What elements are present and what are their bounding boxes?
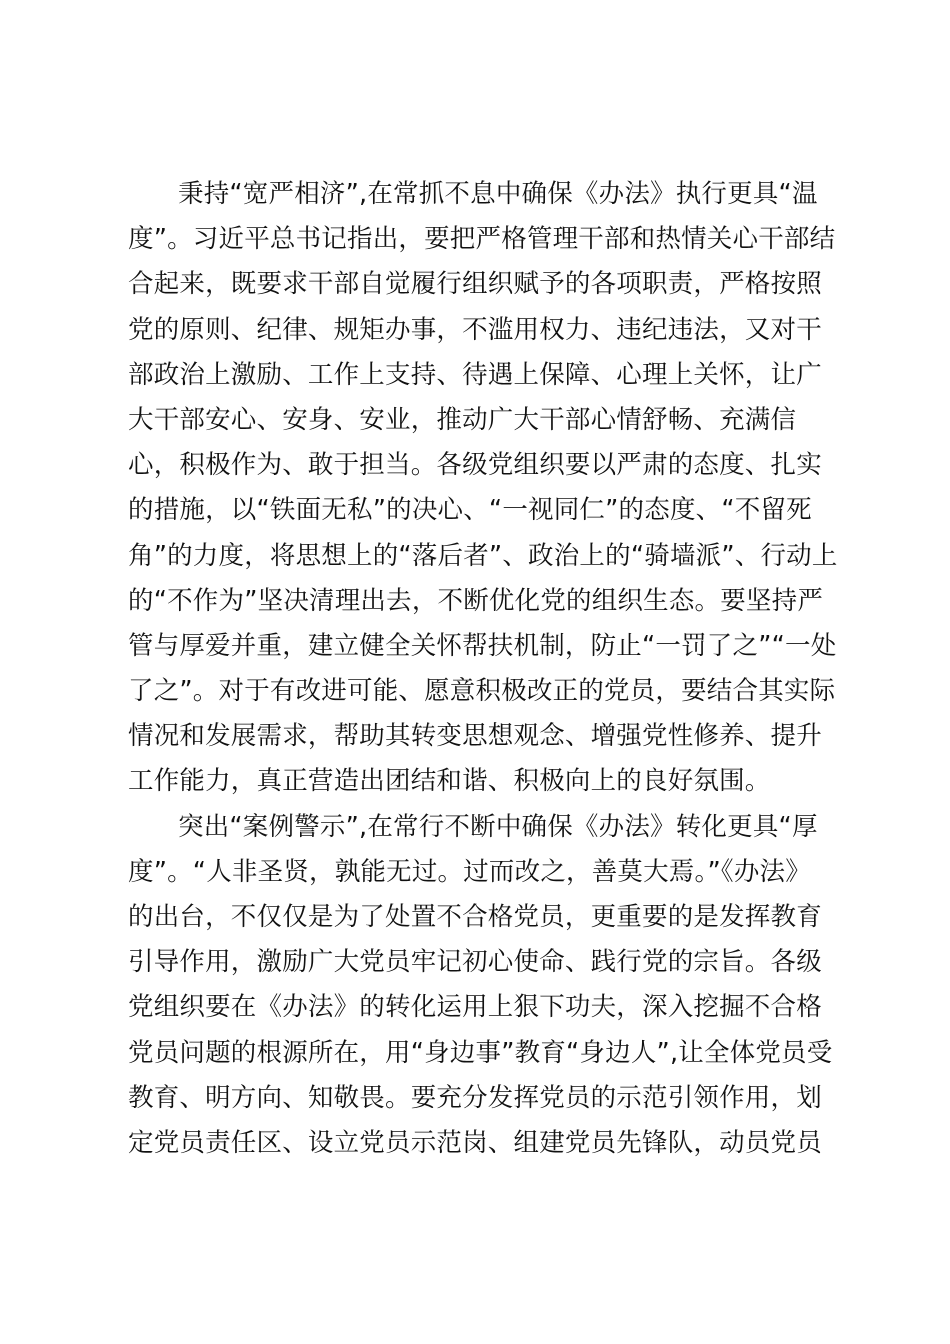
paragraph-1-line-6: 大干部安心、安身、安业，推动广大干部心情舒畅、充满信 xyxy=(128,404,797,435)
paragraph-2-line-1: 突出“案例警示”,在常行不断中确保《办法》转化更具“厚 xyxy=(178,811,818,842)
paragraph-1-line-8: 的措施，以“铁面无私”的决心、“一视同仁”的态度、“不留死 xyxy=(128,495,812,526)
paragraph-1-line-14: 工作能力，真正营造出团结和谐、积极向上的良好氛围。 xyxy=(128,766,771,797)
paragraph-2-line-3: 的出台，不仅仅是为了处置不合格党员，更重要的是发挥教育 xyxy=(128,902,822,932)
paragraph-1-line-4: 党的原则、纪律、规矩办事，不滥用权力、违纪违法，又对干 xyxy=(128,314,822,345)
body-text xyxy=(128,172,836,1166)
paragraph-2-line-5: 党组织要在《办法》的转化运用上狠下功夫，深入挖掘不合格 xyxy=(128,992,822,1023)
paragraph-1-line-3: 合起来，既要求干部自觉履行组织赋予的各项职责，严格按照 xyxy=(128,269,822,300)
paragraph-1-line-11: 管与厚爱并重，建立健全关怀帮扶机制，防止“一罚了之”“一处 xyxy=(128,630,837,661)
paragraph-2-line-6: 党员问题的根源所在，用“身边事”教育“身边人”,让全体党员受 xyxy=(128,1037,833,1068)
paragraph-1-line-7: 心，积极作为、敢于担当。各级党组织要以严肃的态度、扎实 xyxy=(128,450,822,481)
paragraph-1-line-5: 部政治上激励、工作上支持、待遇上保障、心理上关怀，让广 xyxy=(128,359,822,390)
paragraph-1-line-12: 了之”。对于有改进可能、愿意积极改正的党员，要结合其实际 xyxy=(128,676,836,707)
paragraph-1-line-2: 度”。习近平总书记指出，要把严格管理干部和热情关心干部结 xyxy=(128,224,836,255)
paragraph-2-line-8: 定党员责任区、设立党员示范岗、组建党员先锋队，动员党员 xyxy=(128,1127,822,1158)
paragraph-2-line-4: 引导作用，激励广大党员牢记初心使命、践行党的宗旨。各级 xyxy=(128,947,822,978)
paragraph-2-line-7: 教育、明方向、知敬畏。要充分发挥党员的示范引领作用，划 xyxy=(128,1082,822,1113)
paragraph-1-line-1: 秉持“宽严相济”,在常抓不息中确保《办法》执行更具“温 xyxy=(178,179,818,209)
paragraph-1-line-13: 情况和发展需求，帮助其转变思想观念、增强党性修养、提升 xyxy=(128,721,822,752)
paragraph-1-line-9: 角”的力度，将思想上的“落后者”、政治上的“骑墙派”、行动上 xyxy=(128,540,838,571)
paragraph-1-line-10: 的“不作为”坚决清理出去，不断优化党的组织生态。要坚持严 xyxy=(128,585,824,616)
paragraph-2-line-2: 度”。“人非圣贤，孰能无过。过而改之，善莫大焉。”《办法》 xyxy=(128,856,811,887)
